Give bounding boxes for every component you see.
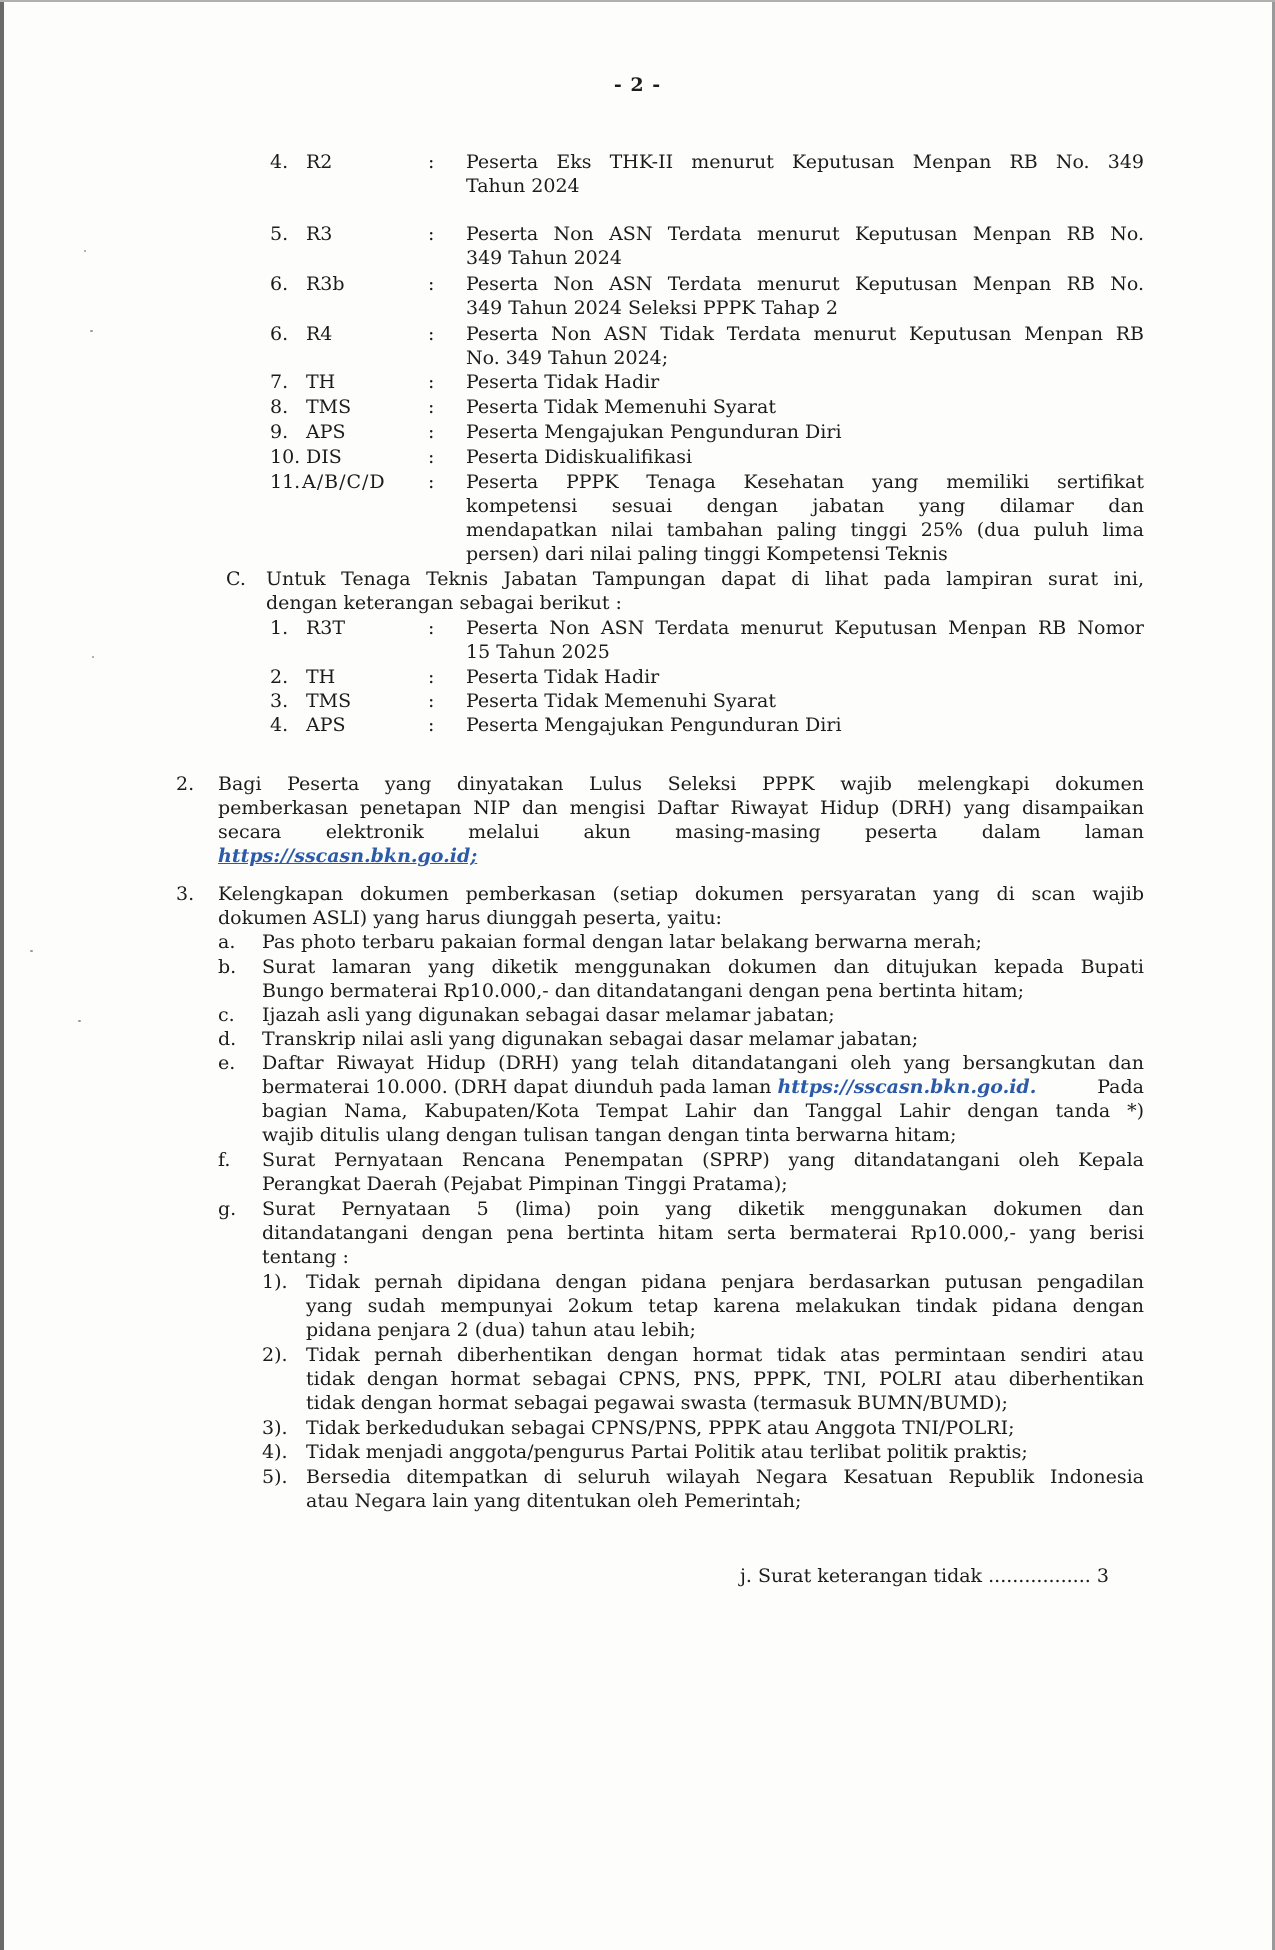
code-description: Peserta Tidak Hadir (466, 666, 660, 688)
point-number: 3). (262, 1417, 288, 1439)
point-text: Tidak pernah dipidana dengan pidana penjara berdasarkan putusan pengadilan (306, 1271, 1144, 1293)
code-description: Tahun 2024 (466, 175, 580, 197)
point-text: Tidak pernah diberhentikan dengan hormat tidak atas permintaan sendiri atau (306, 1344, 1144, 1366)
item-text: dokumen ASLI) yang harus diunggah peserta, yaitu: (218, 907, 722, 929)
code-description: Peserta Mengajukan Pengunduran Diri (466, 421, 842, 443)
colon: : (428, 151, 435, 173)
sub-item-text: Surat Pernyataan 5 (lima) poin yang diketik menggunakan dokumen dan (262, 1198, 1144, 1220)
sub-item-letter: a. (218, 931, 236, 953)
code-label: TH (306, 371, 336, 393)
scan-edge-left (0, 0, 4, 1950)
section-c-intro: Untuk Tenaga Teknis Jabatan Tampungan dapat di lihat pada lampiran surat ini, (266, 568, 1144, 590)
footer-continuation: j. Surat keterangan tidak ................. 3 (740, 1565, 1109, 1587)
code-label: R2 (306, 151, 333, 173)
point-text: pidana penjara 2 (dua) tahun atau lebih; (306, 1319, 696, 1341)
colon: : (428, 690, 435, 712)
sub-item-text: Pas photo terbaru pakaian formal dengan latar belakang berwarna merah; (262, 931, 982, 953)
sub-item-text: Perangkat Daerah (Pejabat Pimpinan Tinggi Pratama); (262, 1173, 788, 1195)
point-text: Tidak menjadi anggota/pengurus Partai Politik atau terlibat politik praktis; (306, 1441, 1028, 1463)
point-text: atau Negara lain yang ditentukan oleh Pemerintah; (306, 1490, 802, 1512)
page-number: - 2 - (613, 74, 662, 96)
point-text: yang sudah mempunyai 2okum tetap karena melakukan tindak pidana dengan (306, 1295, 1144, 1317)
section-c-label: C. (226, 568, 246, 590)
sub-item-text: Surat Pernyataan Rencana Penempatan (SPRP) yang ditandatangani oleh Kepala (262, 1149, 1144, 1171)
colon: : (428, 446, 435, 468)
code-label: TMS (306, 690, 352, 712)
code-label: APS (306, 714, 346, 736)
code-number: 4. (270, 714, 289, 736)
code-description: Peserta Tidak Memenuhi Syarat (466, 690, 776, 712)
sub-item-text: Surat lamaran yang diketik menggunakan dokumen dan ditujukan kepada Bupati (262, 956, 1144, 978)
code-label: APS (306, 421, 346, 443)
point-number: 5). (262, 1466, 288, 1488)
code-description: Peserta Non ASN Terdata menurut Keputusan Menpan RB No. (466, 273, 1144, 295)
code-number: 7. (270, 371, 289, 393)
code-description: Peserta Non ASN Terdata menurut Keputusan Menpan RB No. (466, 223, 1144, 245)
point-number: 4). (262, 1441, 288, 1463)
code-label: R4 (306, 323, 333, 345)
colon: : (428, 714, 435, 736)
colon: : (428, 617, 435, 639)
code-number: 1. (270, 617, 289, 639)
point-text: tidak dengan hormat sebagai pegawai swasta (termasuk BUMN/BUMD); (306, 1392, 1008, 1414)
code-description: Peserta PPPK Tenaga Kesehatan yang memiliki sertifikat (466, 471, 1144, 493)
scan-speck (90, 330, 93, 332)
code-description: Peserta Eks THK-II menurut Keputusan Menpan RB No. 349 (466, 151, 1144, 173)
sub-item-letter: c. (218, 1004, 235, 1026)
code-label: R3T (306, 617, 346, 639)
code-number: 6. (270, 273, 289, 295)
code-number: 11. (270, 471, 301, 493)
sub-item-text: bagian Nama, Kabupaten/Kota Tempat Lahir dan Tanggal Lahir dengan tanda *) (262, 1100, 1144, 1122)
sub-item-text-with-link (262, 1075, 1144, 1099)
code-number: 9. (270, 421, 289, 443)
code-label: R3b (306, 273, 345, 295)
sub-item-text: ditandatangani dengan pena bertinta hitam serta bermaterai Rp10.000,- yang berisi (262, 1222, 1144, 1244)
code-description: 349 Tahun 2024 (466, 247, 622, 269)
point-text: Bersedia ditempatkan di seluruh wilayah Negara Kesatuan Republik Indonesia (306, 1466, 1144, 1488)
point-number: 2). (262, 1344, 288, 1366)
code-label: DIS (306, 446, 342, 468)
code-number: 3. (270, 690, 289, 712)
code-description: Peserta Tidak Hadir (466, 371, 660, 393)
point-text: Tidak berkedudukan sebagai CPNS/PNS, PPPK atau Anggota TNI/POLRI; (306, 1417, 1015, 1439)
sub-item-text: tentang : (262, 1246, 349, 1268)
code-description: kompetensi sesuai dengan jabatan yang dilamar dan (466, 495, 1144, 517)
item-text: Kelengkapan dokumen pemberkasan (setiap dokumen persyaratan yang di scan wajib (218, 883, 1144, 905)
item-number: 3. (176, 883, 195, 905)
sub-item-text: Pada (1097, 1076, 1144, 1098)
section-c-intro: dengan keterangan sebagai berikut : (266, 592, 622, 614)
scan-speck (92, 656, 94, 658)
sub-item-text: wajib ditulis ulang dengan tulisan tangan dengan tinta berwarna hitam; (262, 1124, 957, 1146)
code-number: 2. (270, 666, 289, 688)
sub-item-text: Bungo bermaterai Rp10.000,- dan ditandatangani dengan pena bertinta hitam; (262, 980, 1025, 1002)
item-text: secara elektronik melalui akun masing-masing peserta dalam laman (218, 821, 1144, 843)
scan-speck (84, 250, 86, 252)
scan-speck (78, 1020, 81, 1022)
code-description: 15 Tahun 2025 (466, 641, 610, 663)
code-description: Peserta Non ASN Tidak Terdata menurut Keputusan Menpan RB (466, 323, 1144, 345)
sub-item-text: Transkrip nilai asli yang digunakan sebagai dasar melamar jabatan; (262, 1028, 919, 1050)
sub-item-text: Ijazah asli yang digunakan sebagai dasar melamar jabatan; (262, 1004, 835, 1026)
sub-item-text: Daftar Riwayat Hidup (DRH) yang telah ditandatangani oleh yang bersangkutan dan (262, 1052, 1144, 1074)
sub-item-letter: f. (218, 1149, 231, 1171)
code-number: 8. (270, 396, 289, 418)
colon: : (428, 471, 435, 493)
colon: : (428, 273, 435, 295)
code-description: 349 Tahun 2024 Seleksi PPPK Tahap 2 (466, 297, 838, 319)
code-label: A/B/C/D (302, 471, 386, 493)
point-text: tidak dengan hormat sebagai CPNS, PNS, PPPK, TNI, POLRI atau diberhentikan (306, 1368, 1144, 1390)
code-number: 10. (270, 446, 301, 468)
code-description: Peserta Didiskualifikasi (466, 446, 693, 468)
code-number: 4. (270, 151, 289, 173)
code-description: Peserta Tidak Memenuhi Syarat (466, 396, 776, 418)
point-number: 1). (262, 1271, 288, 1293)
scan-speck (30, 950, 33, 952)
colon: : (428, 323, 435, 345)
colon: : (428, 371, 435, 393)
code-label: R3 (306, 223, 333, 245)
colon: : (428, 396, 435, 418)
code-number: 6. (270, 323, 289, 345)
code-description: mendapatkan nilai tambahan paling tinggi 25% (dua puluh lima (466, 519, 1144, 541)
code-description: Peserta Mengajukan Pengunduran Diri (466, 714, 842, 736)
code-description: Peserta Non ASN Terdata menurut Keputusan Menpan RB Nomor (466, 617, 1144, 639)
item-text: pemberkasan penetapan NIP dan mengisi Daftar Riwayat Hidup (DRH) yang disampaikan (218, 797, 1144, 819)
sub-item-letter: g. (218, 1198, 237, 1220)
sub-item-text: bermaterai 10.000. (DRH dapat diunduh pada laman (262, 1076, 778, 1098)
sub-item-letter: d. (218, 1028, 237, 1050)
sscasn-link[interactable]: https://sscasn.bkn.go.id. (777, 1076, 1037, 1098)
code-description: No. 349 Tahun 2024; (466, 347, 669, 369)
sub-item-letter: e. (218, 1052, 236, 1074)
item-text: Bagi Peserta yang dinyatakan Lulus Seleksi PPPK wajib melengkapi dokumen (218, 773, 1144, 795)
colon: : (428, 421, 435, 443)
code-label: TH (306, 666, 336, 688)
colon: : (428, 223, 435, 245)
scan-edge-top (0, 0, 1275, 2)
code-description: persen) dari nilai paling tinggi Kompetensi Teknis (466, 543, 948, 565)
code-number: 5. (270, 223, 289, 245)
code-label: TMS (306, 396, 352, 418)
item-number: 2. (176, 773, 195, 795)
colon: : (428, 666, 435, 688)
sscasn-link[interactable]: https://sscasn.bkn.go.id; (218, 845, 478, 867)
sub-item-letter: b. (218, 956, 237, 978)
